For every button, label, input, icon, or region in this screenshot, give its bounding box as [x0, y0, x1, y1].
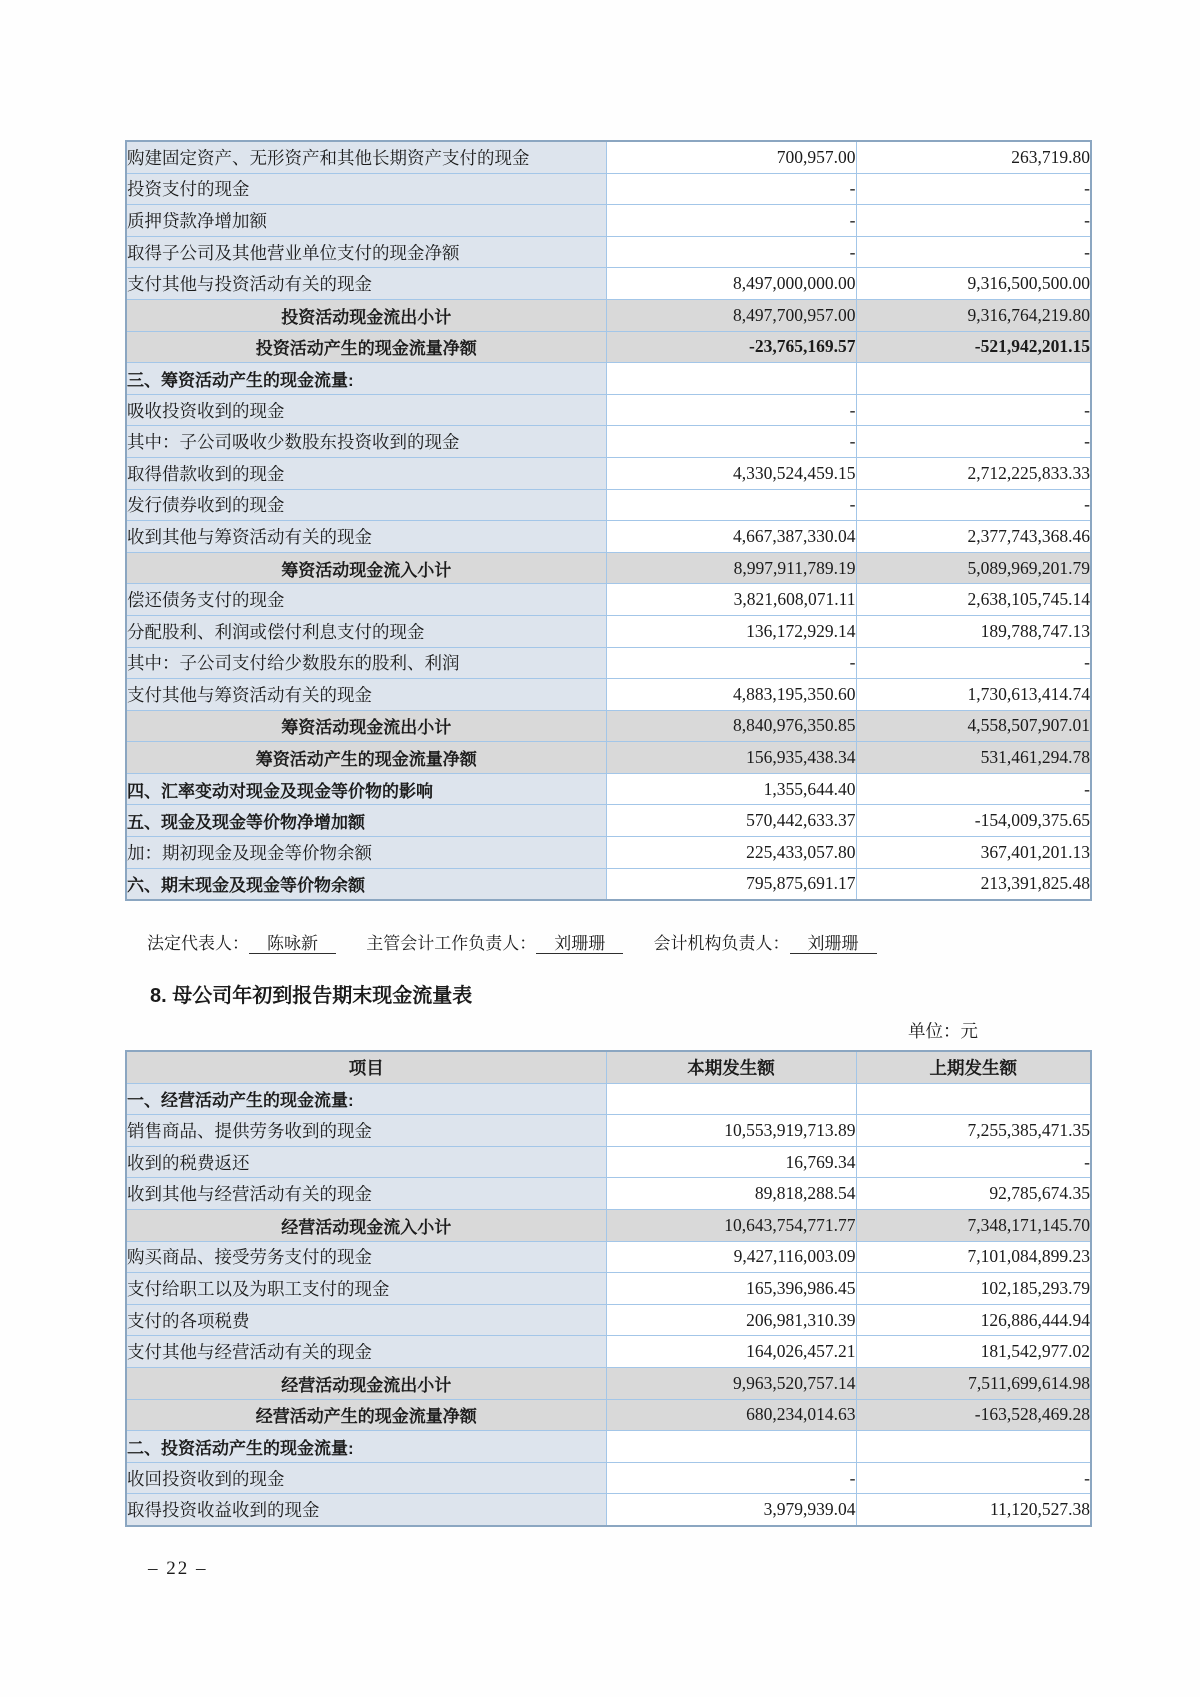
row-label: 筹资活动产生的现金流量净额: [126, 742, 606, 774]
row-label: 投资活动现金流出小计: [126, 299, 606, 331]
row-value-current: -: [606, 205, 856, 237]
row-label: 分配股利、利润或偿付利息支付的现金: [126, 615, 606, 647]
row-label: 筹资活动现金流入小计: [126, 552, 606, 584]
row-value-prior: 7,511,699,614.98: [856, 1367, 1091, 1399]
row-label: 经营活动现金流入小计: [126, 1209, 606, 1241]
row-value-prior: 102,185,293.79: [856, 1273, 1091, 1305]
row-value-current: [606, 1083, 856, 1115]
row-value-current: 9,427,116,003.09: [606, 1241, 856, 1273]
row-value-current: 3,979,939.04: [606, 1494, 856, 1526]
row-value-current: 156,935,438.34: [606, 742, 856, 774]
row-label: 其中：子公司吸收少数股东投资收到的现金: [126, 426, 606, 458]
table-row: [126, 299, 1091, 331]
row-value-prior: 1,730,613,414.74: [856, 679, 1091, 711]
row-value-prior: [856, 1083, 1091, 1115]
row-label: 取得投资收益收到的现金: [126, 1494, 606, 1526]
table-row: [126, 1399, 1091, 1431]
row-label: 一、经营活动产生的现金流量:: [126, 1083, 606, 1115]
table-row: [126, 521, 1091, 553]
chief-accountant-name: 刘珊珊: [536, 934, 623, 954]
table-header-row: [126, 1051, 1091, 1083]
table-row: [126, 742, 1091, 774]
chief-accountant: [366, 934, 623, 953]
row-label: 加：期初现金及现金等价物余额: [126, 837, 606, 869]
row-value-current: -: [606, 1462, 856, 1494]
row-value-prior: 2,712,225,833.33: [856, 457, 1091, 489]
row-value-current: 4,667,387,330.04: [606, 521, 856, 553]
row-value-current: [606, 1431, 856, 1463]
row-value-current: 8,997,911,789.19: [606, 552, 856, 584]
row-value-current: 700,957.00: [606, 141, 856, 173]
row-value-current: 89,818,288.54: [606, 1178, 856, 1210]
row-value-current: 795,875,691.17: [606, 868, 856, 900]
table-row: [126, 205, 1091, 237]
row-value-prior: 189,788,747.13: [856, 615, 1091, 647]
row-value-current: 9,963,520,757.14: [606, 1367, 856, 1399]
row-label: 六、期末现金及现金等价物余额: [126, 868, 606, 900]
row-value-prior: -521,942,201.15: [856, 331, 1091, 363]
row-value-prior: 7,101,084,899.23: [856, 1241, 1091, 1273]
row-value-prior: 2,377,743,368.46: [856, 521, 1091, 553]
row-value-current: 4,330,524,459.15: [606, 457, 856, 489]
row-label: 投资支付的现金: [126, 173, 606, 205]
legal-representative: [147, 934, 336, 953]
row-value-current: 10,553,919,713.89: [606, 1115, 856, 1147]
table-row: [126, 552, 1091, 584]
consolidated-cashflow-table-continued: [125, 140, 1092, 901]
table-row: [126, 1304, 1091, 1336]
row-label: 购买商品、接受劳务支付的现金: [126, 1241, 606, 1273]
row-value-current: 136,172,929.14: [606, 615, 856, 647]
row-value-prior: -: [856, 1146, 1091, 1178]
table-row: [126, 1273, 1091, 1305]
row-label: 支付其他与经营活动有关的现金: [126, 1336, 606, 1368]
accounting-dept-head-label: 会计机构负责人：: [653, 934, 790, 953]
table-row: [126, 1336, 1091, 1368]
row-value-current: 4,883,195,350.60: [606, 679, 856, 711]
row-value-current: 1,355,644.40: [606, 773, 856, 805]
row-value-prior: 9,316,764,219.80: [856, 299, 1091, 331]
row-value-prior: 11,120,527.38: [856, 1494, 1091, 1526]
table-row: [126, 173, 1091, 205]
section-title: 8. 母公司年初到报告期末现金流量表: [150, 985, 473, 1007]
row-value-prior: -: [856, 773, 1091, 805]
row-value-prior: [856, 1431, 1091, 1463]
row-value-prior: 4,558,507,907.01: [856, 710, 1091, 742]
table-row: [126, 1367, 1091, 1399]
table-row: [126, 1494, 1091, 1526]
row-value-current: -23,765,169.57: [606, 331, 856, 363]
row-value-prior: 92,785,674.35: [856, 1178, 1091, 1210]
row-value-prior: 213,391,825.48: [856, 868, 1091, 900]
table-row: [126, 647, 1091, 679]
row-label: 支付其他与投资活动有关的现金: [126, 268, 606, 300]
table-row: [126, 426, 1091, 458]
table-row: [126, 363, 1091, 395]
row-value-current: 206,981,310.39: [606, 1304, 856, 1336]
table-row: [126, 615, 1091, 647]
row-label: 支付的各项税费: [126, 1304, 606, 1336]
row-value-current: 165,396,986.45: [606, 1273, 856, 1305]
column-header-item: 项目: [126, 1051, 606, 1083]
table-row: [126, 457, 1091, 489]
row-label: 支付给职工以及为职工支付的现金: [126, 1273, 606, 1305]
row-label: 偿还债务支付的现金: [126, 584, 606, 616]
table-row: [126, 1241, 1091, 1273]
column-header-prior-period: 上期发生额: [856, 1051, 1091, 1083]
row-value-current: 8,840,976,350.85: [606, 710, 856, 742]
row-value-current: 164,026,457.21: [606, 1336, 856, 1368]
row-label: 经营活动现金流出小计: [126, 1367, 606, 1399]
row-label: 三、筹资活动产生的现金流量:: [126, 363, 606, 395]
table-row: [126, 710, 1091, 742]
row-value-current: 570,442,633.37: [606, 805, 856, 837]
row-value-current: -: [606, 236, 856, 268]
row-label: 收到其他与筹资活动有关的现金: [126, 521, 606, 553]
row-label: 取得子公司及其他营业单位支付的现金净额: [126, 236, 606, 268]
row-value-prior: -154,009,375.65: [856, 805, 1091, 837]
row-value-prior: -: [856, 173, 1091, 205]
table-row: [126, 805, 1091, 837]
legal-representative-label: 法定代表人：: [147, 934, 249, 953]
table-row: [126, 1146, 1091, 1178]
row-label: 四、汇率变动对现金及现金等价物的影响: [126, 773, 606, 805]
row-value-prior: 126,886,444.94: [856, 1304, 1091, 1336]
signature-line: [147, 929, 1087, 954]
row-label: 收到其他与经营活动有关的现金: [126, 1178, 606, 1210]
table-row: [126, 1115, 1091, 1147]
row-value-current: 680,234,014.63: [606, 1399, 856, 1431]
row-value-current: 16,769.34: [606, 1146, 856, 1178]
row-value-prior: 2,638,105,745.14: [856, 584, 1091, 616]
row-label: 投资活动产生的现金流量净额: [126, 331, 606, 363]
table-row: [126, 394, 1091, 426]
row-label: 取得借款收到的现金: [126, 457, 606, 489]
row-label: 收到的税费返还: [126, 1146, 606, 1178]
row-value-current: -: [606, 173, 856, 205]
row-label: 支付其他与筹资活动有关的现金: [126, 679, 606, 711]
row-value-prior: 9,316,500,500.00: [856, 268, 1091, 300]
table-row: [126, 1209, 1091, 1241]
table-row: [126, 868, 1091, 900]
row-value-current: -: [606, 426, 856, 458]
row-value-prior: 367,401,201.13: [856, 837, 1091, 869]
row-label: 经营活动产生的现金流量净额: [126, 1399, 606, 1431]
table-row: [126, 331, 1091, 363]
row-label: 其中：子公司支付给少数股东的股利、利润: [126, 647, 606, 679]
row-value-prior: 7,348,171,145.70: [856, 1209, 1091, 1241]
row-value-prior: -: [856, 236, 1091, 268]
row-value-prior: -: [856, 489, 1091, 521]
row-value-prior: 531,461,294.78: [856, 742, 1091, 774]
table-row: [126, 236, 1091, 268]
column-header-current-period: 本期发生额: [606, 1051, 856, 1083]
row-label: 吸收投资收到的现金: [126, 394, 606, 426]
row-label: 销售商品、提供劳务收到的现金: [126, 1115, 606, 1147]
row-value-prior: 5,089,969,201.79: [856, 552, 1091, 584]
row-value-current: [606, 363, 856, 395]
row-value-current: 8,497,000,000.00: [606, 268, 856, 300]
table-row: [126, 1462, 1091, 1494]
row-value-current: 225,433,057.80: [606, 837, 856, 869]
row-label: 购建固定资产、无形资产和其他长期资产支付的现金: [126, 141, 606, 173]
table-row: [126, 268, 1091, 300]
row-value-current: -: [606, 489, 856, 521]
table-row: [126, 489, 1091, 521]
row-value-prior: -163,528,469.28: [856, 1399, 1091, 1431]
table-row: [126, 584, 1091, 616]
row-value-current: -: [606, 647, 856, 679]
row-value-prior: -: [856, 426, 1091, 458]
table-row: [126, 773, 1091, 805]
table-row: [126, 1083, 1091, 1115]
row-label: 筹资活动现金流出小计: [126, 710, 606, 742]
row-value-current: -: [606, 394, 856, 426]
chief-accountant-label: 主管会计工作负责人：: [366, 934, 537, 953]
accounting-dept-head: [654, 934, 877, 953]
accounting-dept-head-name: 刘珊珊: [790, 934, 877, 954]
row-value-prior: -: [856, 647, 1091, 679]
row-label: 收回投资收到的现金: [126, 1462, 606, 1494]
row-label: 二、投资活动产生的现金流量:: [126, 1431, 606, 1463]
row-value-prior: [856, 363, 1091, 395]
table-row: [126, 679, 1091, 711]
table-row: [126, 141, 1091, 173]
page-number: – 22 –: [148, 1558, 208, 1579]
row-value-current: 3,821,608,071.11: [606, 584, 856, 616]
row-value-prior: 181,542,977.02: [856, 1336, 1091, 1368]
row-value-prior: 7,255,385,471.35: [856, 1115, 1091, 1147]
unit-note: 单位：元: [908, 1021, 978, 1041]
row-label: 五、现金及现金等价物净增加额: [126, 805, 606, 837]
parent-company-cashflow-table: [125, 1050, 1092, 1527]
row-value-prior: -: [856, 1462, 1091, 1494]
table-row: [126, 1178, 1091, 1210]
row-value-current: 10,643,754,771.77: [606, 1209, 856, 1241]
legal-representative-name: 陈咏新: [249, 934, 336, 954]
row-value-prior: -: [856, 205, 1091, 237]
table-row: [126, 837, 1091, 869]
row-label: 质押贷款净增加额: [126, 205, 606, 237]
table-row: [126, 1431, 1091, 1463]
row-value-current: 8,497,700,957.00: [606, 299, 856, 331]
row-label: 发行债券收到的现金: [126, 489, 606, 521]
row-value-prior: 263,719.80: [856, 141, 1091, 173]
row-value-prior: -: [856, 394, 1091, 426]
